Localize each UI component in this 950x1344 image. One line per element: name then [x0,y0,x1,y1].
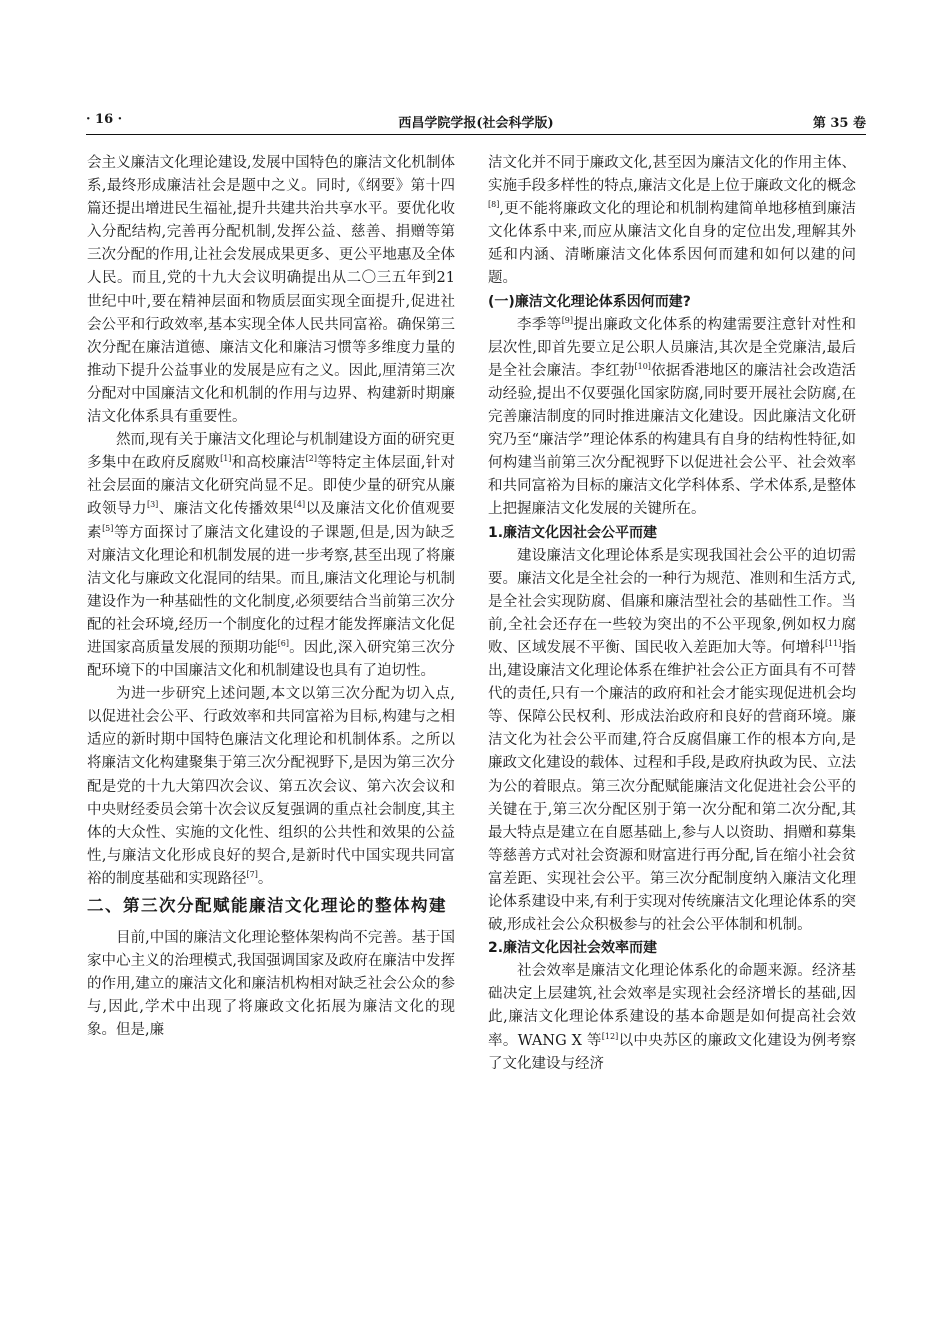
paragraph: 会主义廉洁文化理论建设,发展中国特色的廉洁文化机制体系,最终形成廉洁社会是题中之义。同时,《纲要》第十四篇还提出增进民生福祉,提升共建共治共享水平。要优化收入分配结构,完善再分配机制,发挥公益、慈善、捐赠等第三次分配的作用,让社会发展成果更多、更公平地惠及全体人民。而且,党的十九大会议明确提出从二〇三五年到21世纪中叶,要在精神层面和物质层面实现全面提升,促进社会公平和行政效率,基本实现全体人民共同富裕。确保第三次分配在廉洁道德、廉洁文化和廉洁习惯等多维度力量的推动下提升公益事业的发展是应有之义。因此,厘清第三次分配对中国廉洁文化和机制的作用与边界、构建新时期廉洁文化体系具有重要性。 [87,155,455,426]
right-column [488,152,856,1076]
citation: [4] [293,500,306,510]
citation: [9] [561,315,574,325]
citation: [2] [305,454,318,464]
citation: [6] [277,638,289,648]
paragraph: 李季等[9]提出廉政文化体系的构建需要注意针对性和层次性,即首先要立足公职人员廉洁,其次是全党廉洁,最后是全社会廉洁。李红勃[10]依据香港地区的廉洁社会改造活动经验,提出不仅要强化国家防腐,同时要开展社会防腐,在完善廉洁制度的同时推进廉洁文化建设。因此廉洁文化研究乃至“廉洁学”理论体系的构建具有自身的结构性特征,如何构建当前第三次分配视野下以促进社会公平、社会效率和共同富裕为目标的廉洁文化学科体系、学术体系,是整体上把握廉洁文化发展的关键所在。 [488,315,857,518]
subsection-heading: 1.廉洁文化因社会公平而建 [488,524,658,541]
volume-label: 第 35 卷 [812,116,866,131]
paragraph: 社会效率是廉洁文化理论体系化的命题来源。经济基础决定上层建筑,社会效率是实现社会经济增长的基础,因此,廉洁文化理论体系建设的基本命题是如何提高社会效率。WANG X 等[12]以中央苏区的廉政文化建设为例考察了文化建设与经济 [488,963,856,1072]
subsection-heading: (一)廉洁文化理论体系因何而建? [488,293,691,310]
citation: [12] [601,1031,619,1041]
citation: [7] [246,869,258,879]
paragraph: 目前,中国的廉洁文化理论整体架构尚不完善。基于国家中心主义的治理模式,我国强调国家及政府在廉洁中发挥的作用,建立的廉洁文化和廉洁机构相对缺乏社会公众的参与,因此,学术中出现了将廉政文化拓展为廉洁文化的现象。但是,廉 [87,930,455,1039]
citation: [3] [146,500,159,510]
citation: [8] [488,200,500,210]
header-rule [86,134,866,135]
citation: [11] [824,638,842,648]
paragraph: 建设廉洁文化理论体系是实现我国社会公平的迫切需要。廉洁文化是全社会的一种行为规范、准则和生活方式,是全社会实现防腐、倡廉和廉洁型社会的基础性工作。当前,全社会还存在一些较为突出的不公平现象,例如权力腐败、区域发展不平衡、国民收入差距加大等。何增科[11]指出,建设廉洁文化理论体系在维护社会公正方面具有不可替代的责任,只有一个廉洁的政府和社会才能实现促进机会均等、保障公民权利、形成法治政府和良好的营商环境。廉洁文化为社会公平而建,符合反腐倡廉工作的根本方向,是廉政文化建设的载体、过程和手段,是政府执政为民、立法为公的着眼点。第三次分配赋能廉洁文化促进社会公平的关键在于,第三次分配区别于第一次分配和第二次分配,其最大特点是建立在自愿基础上,参与人以资助、捐赠和募集等慈善方式对社会资源和财富进行再分配,旨在缩小社会贫富差距、实现社会公平。第三次分配制度纳入廉洁文化理论体系建设中来,有利于实现对传统廉洁文化理论体系的突破,形成社会公众积极参与的社会公平体制和机制。 [488,547,857,934]
page-number: · 16 · [86,112,123,127]
citation: [5] [102,523,114,533]
journal-title: 西昌学院学报(社会科学版) [398,116,554,131]
left-column [87,152,455,1042]
paragraph: 为进一步研究上述问题,本文以第三次分配为切入点,以促进社会公平、行政效率和共同富裕为目标,构建与之相适应的新时期中国特色廉洁文化理论和机制体系。之所以将廉洁文化构建聚集于第三次分配视野下,是因为第三次分配是党的十九大第四次会议、第五次会议、第六次会议和中央财经委员会第十次会议反复强调的重点社会制度,其主体的大众性、实施的文化性、组织的公共性和效果的公益性,与廉洁文化形成良好的契合,是新时代中国实现共同富裕的制度基础和实现路径[7]。 [87,686,455,887]
running-header [86,112,866,134]
paragraph: 洁文化并不同于廉政文化,甚至因为廉洁文化的作用主体、实施手段多样性的特点,廉洁文化是上位于廉政文化的概念[8],更不能将廉政文化的理论和机制构建简单地移植到廉洁文化体系中来,而应从廉洁文化自身的定位出发,理解其外延和内涵、清晰廉洁文化体系因何而建和如何以建的问题。 [488,155,856,287]
citation: [1] [220,454,232,464]
paragraph: 然而,现有关于廉洁文化理论与机制建设方面的研究更多集中在政府反腐败[1]和高校廉洁[2]等特定主体层面,针对社会层面的廉洁文化研究尚显不足。即使少量的研究从廉政领导力[3]、廉洁文化传播效果[4]以及廉洁文化价值观要素[5]等方面探讨了廉洁文化建设的子课题,但是,因为缺乏对廉洁文化理论和机制发展的进一步考察,甚至出现了将廉洁文化与廉政文化混同的结果。而且,廉洁文化理论与机制建设作为一种基础性的文化制度,必须要结合当前第三次分配的社会环境,经历一个制度化的过程才能发挥廉洁文化促进国家高质量发展的预期功能[6]。因此,深入研究第三次分配环境下的中国廉洁文化和机制建设也具有了迫切性。 [87,432,456,680]
section-heading: 二、第三次分配赋能廉洁文化理论的整体构建 [87,896,447,915]
citation: [10] [634,361,651,371]
subsection-heading: 2.廉洁文化因社会效率而建 [488,940,658,957]
